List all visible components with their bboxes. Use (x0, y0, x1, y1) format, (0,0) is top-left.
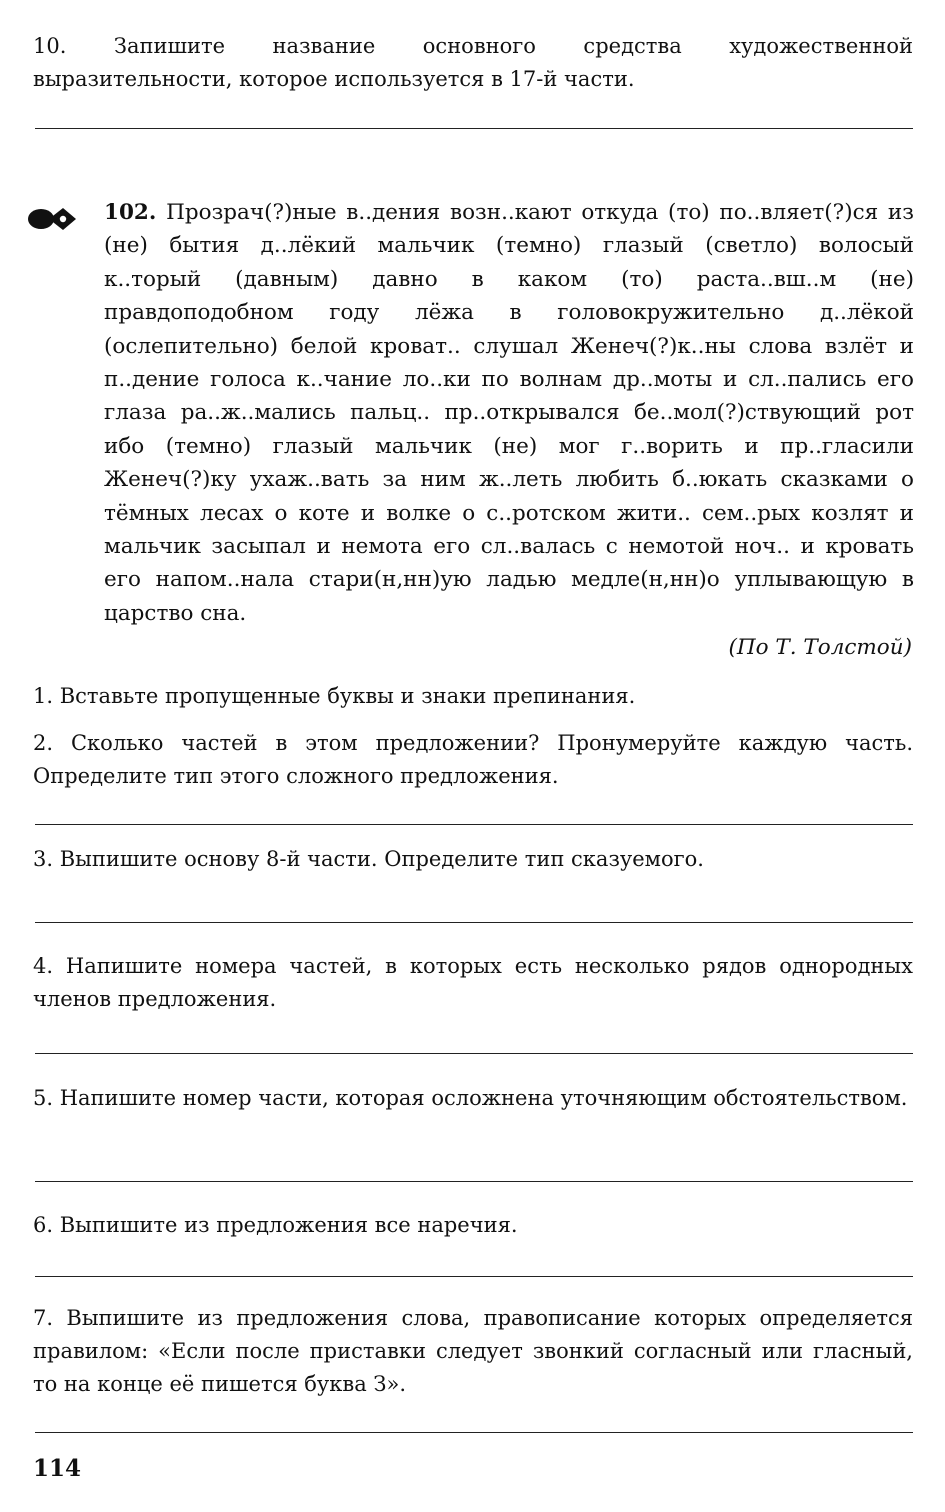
answer-line (35, 824, 913, 825)
exercise-number: 102. (104, 200, 157, 225)
page-number: 114 (33, 1455, 82, 1482)
answer-line (35, 1276, 913, 1277)
exercise-marker-icon (27, 207, 77, 231)
exercise-author: (По Т. Толстой) (728, 635, 912, 660)
task-5: 5. Напишите номер части, которая осложнена уточняющим обстоятельством. (33, 1086, 908, 1110)
exercise-text: Прозрач(?)ные в..дения возн..кают откуда (то) по..вляет(?)ся из (не) бытия д..лёкий мальчик (темно) глазый (светло) волосый к..торый (давным) давно в каком (то) раста..вш..м (не) правдоподобном году лёжа в головокружительно д..лёкой (ослепительно) белой кроват.. слушал Женеч(?)к..ны слова взлёт и п..дение голоса к..чание ло..ки по волнам др..моты и сл..пались его глаза ра..ж..мались пальц.. пр..открывался бе..мол(?)ствующий рот ибо (темно) глазый мальчик (не) мог г..ворить и пр..гласили Женеч(?)ку ухаж..вать за ним ж..леть любить б..юкать сказками о тёмных лесах о коте и волке о с..ротском жити.. сем..рых козлят и мальчик засыпал и немота его сл..валась с немотой ноч.. и кровать его напом..нала стари(н,нн)ую ладью медле(н,нн)о уплывающую в царство сна. (104, 200, 914, 626)
task-7: 7. Выпишите из предложения слова, правописание которых определяется правилом: «Если после приставки следует звонкий согласный или гласный, то на конце её пишется буква З». (33, 1306, 913, 1396)
task-6: 6. Выпишите из предложения все наречия. (33, 1213, 518, 1237)
answer-line (35, 128, 913, 129)
task-2: 2. Сколько частей в этом предложении? Пронумеруйте каждую часть. Определите тип этого сложного предложения. (33, 731, 913, 788)
answer-line (35, 1432, 913, 1433)
task-1: 1. Вставьте пропущенные буквы и знаки препинания. (33, 684, 636, 708)
task-4: 4. Напишите номера частей, в которых есть несколько рядов однородных членов предложения. (33, 954, 913, 1011)
answer-line (35, 1053, 913, 1054)
exercise-102 (104, 196, 914, 630)
task-3: 3. Выпишите основу 8-й части. Определите тип сказуемого. (33, 847, 704, 871)
answer-line (35, 1181, 913, 1182)
answer-line (35, 922, 913, 923)
question-10: 10. Запишите название основного средства художественной выразительности, которое используется в 17-й части. (33, 34, 913, 91)
